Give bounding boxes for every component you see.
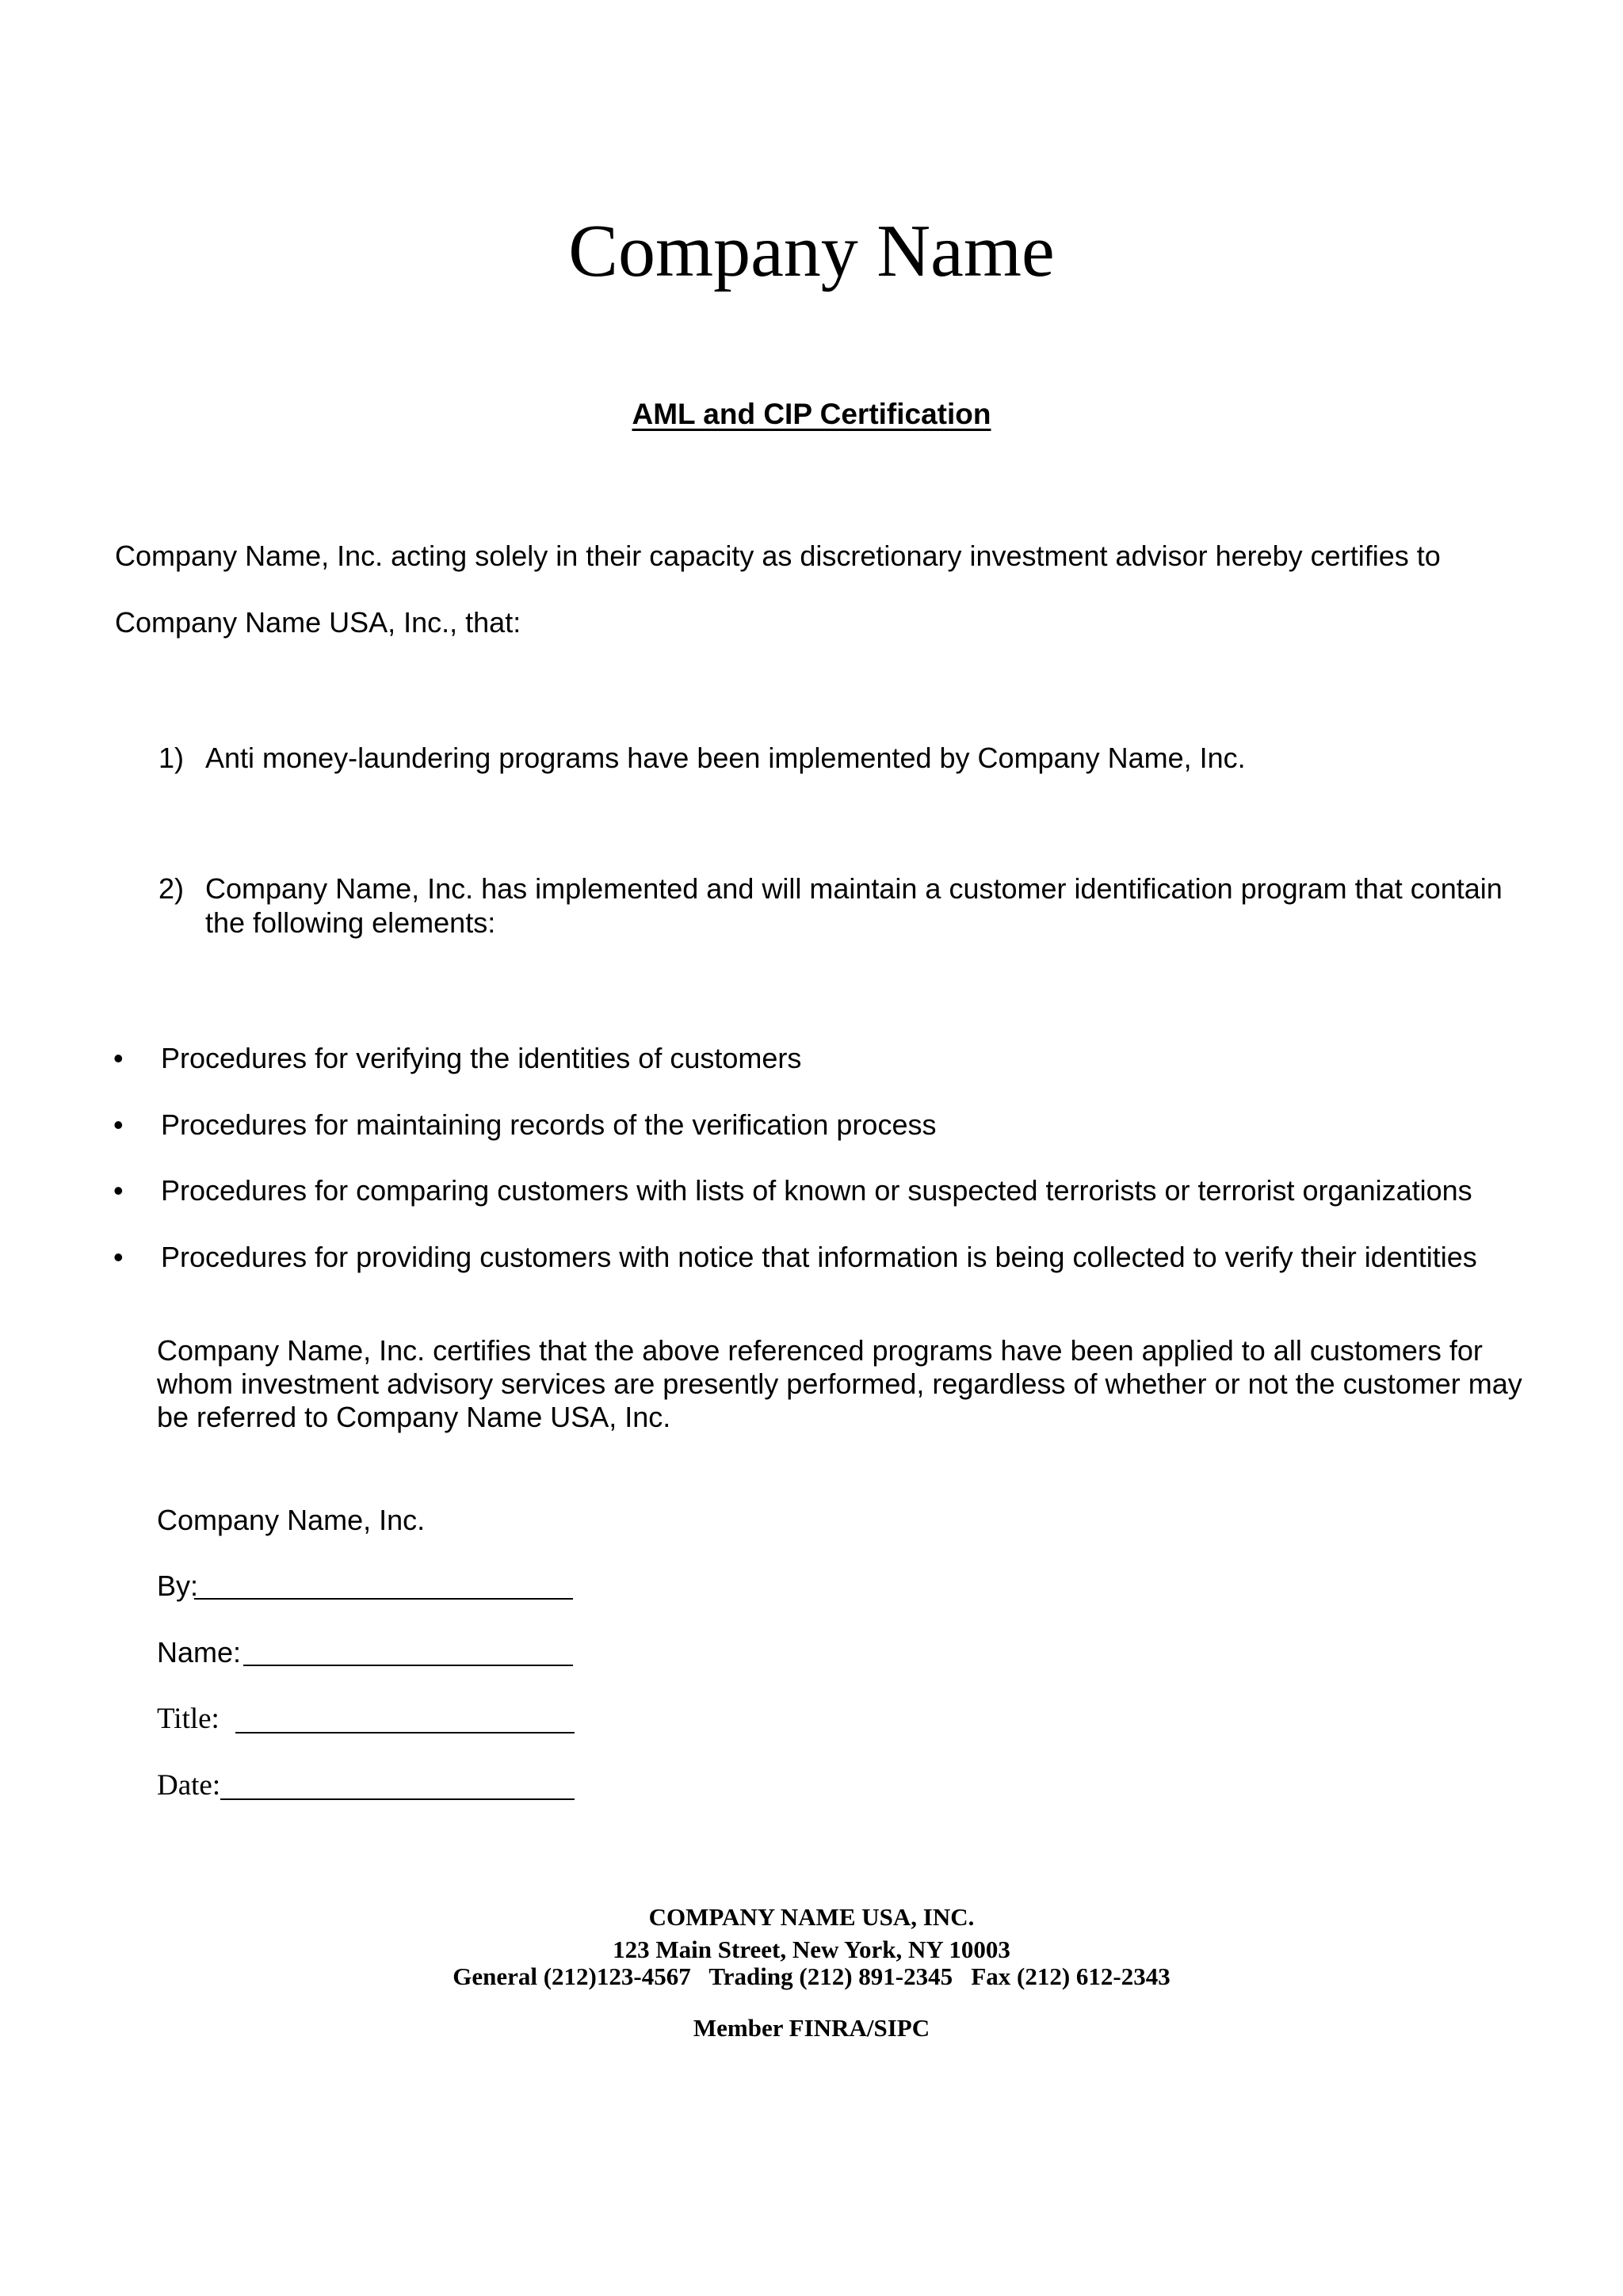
- bullet-marker: •: [113, 1042, 124, 1074]
- bullet-marker: •: [113, 1108, 124, 1141]
- bullet-marker: •: [113, 1241, 124, 1273]
- bullet-text: Procedures for verifying the identities of customers: [161, 1042, 802, 1074]
- footer-phones: General (212)123-4567 Trading (212) 891-2345 Fax (212) 612-2343: [453, 1962, 1170, 1990]
- by-label: By:: [157, 1569, 199, 1602]
- footer-membership: Member FINRA/SIPC: [693, 2014, 930, 2042]
- bullet-marker: •: [113, 1174, 124, 1207]
- date-signature-line[interactable]: [220, 1798, 575, 1800]
- item-text: Company Name, Inc. has implemented and will maintain a customer identification program that contain the following elements:: [205, 872, 1503, 939]
- by-signature-line[interactable]: [194, 1598, 573, 1600]
- company-title: Company Name: [568, 210, 1055, 292]
- signature-company: Company Name, Inc.: [157, 1504, 426, 1536]
- date-label: Date:: [157, 1769, 221, 1802]
- title-label: Title:: [157, 1703, 220, 1735]
- item-text: Anti money-laundering programs have been implemented by Company Name, Inc.: [205, 742, 1246, 774]
- item-number: 1): [158, 742, 185, 774]
- bullet-text: Procedures for providing customers with notice that information is being collected to verify their identities: [161, 1241, 1477, 1273]
- bullet-text: Procedures for comparing customers with lists of known or suspected terrorists or terrorist organizations: [161, 1174, 1472, 1207]
- intro-line-1: Company Name, Inc. acting solely in their capacity as discretionary investment advisor hereby certifies to: [115, 540, 1441, 572]
- title-signature-line[interactable]: [235, 1732, 575, 1733]
- certification-heading: AML and CIP Certification: [632, 398, 991, 430]
- footer-address: 123 Main Street, New York, NY 10003: [613, 1936, 1010, 1963]
- item-number: 2): [158, 872, 185, 905]
- intro-line-2: Company Name USA, Inc., that:: [115, 606, 521, 639]
- name-label: Name:: [157, 1636, 242, 1669]
- name-signature-line[interactable]: [243, 1665, 573, 1666]
- footer-firm-name: COMPANY NAME USA, INC.: [648, 1903, 975, 1931]
- closing-statement: Company Name, Inc. certifies that the above referenced programs have been applied to all customers for whom investment advisory services are presently performed, regardless of whether or not the customer may be referred to Company Name USA, Inc.: [157, 1334, 1522, 1433]
- bullet-text: Procedures for maintaining records of the verification process: [161, 1108, 937, 1141]
